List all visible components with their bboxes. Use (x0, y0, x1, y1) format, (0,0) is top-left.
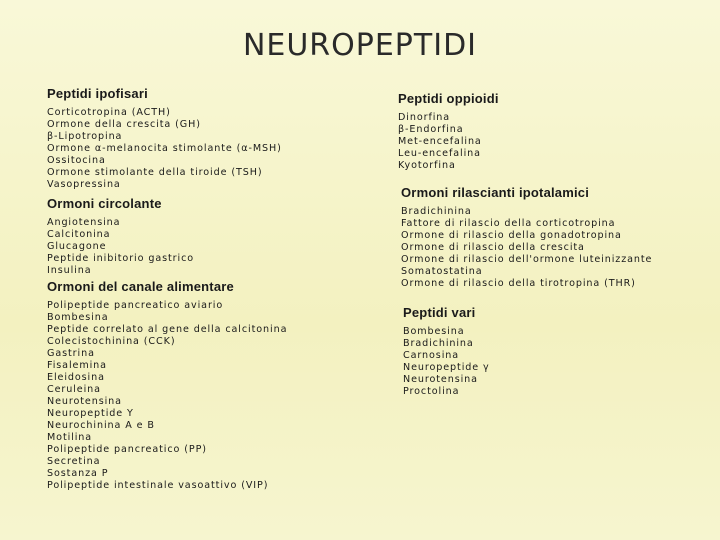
section-heading: Peptidi vari (403, 305, 476, 320)
list-item: Bombesina (47, 312, 109, 323)
section-heading: Peptidi oppioidi (398, 91, 499, 106)
item-list (398, 112, 499, 172)
list-item: β-Lipotropina (47, 131, 123, 142)
list-item: Secretina (47, 456, 101, 467)
list-item: Peptide inibitorio gastrico (47, 253, 195, 264)
list-item: Angiotensina (47, 217, 121, 228)
list-item: Neurochinina A e B (47, 420, 155, 431)
list-item: Ossitocina (47, 155, 106, 166)
list-item: Motilina (47, 432, 93, 443)
section-ormoni-canale-alimentare (47, 279, 287, 492)
list-item: Ormone α-melanocita stimolante (α-MSH) (47, 143, 282, 154)
list-item: Peptide correlato al gene della calcitonina (47, 324, 288, 335)
section-heading: Ormoni circolante (47, 196, 162, 211)
item-list (47, 107, 282, 191)
list-item: Polipeptide pancreatico (PP) (47, 444, 207, 455)
list-item: Eleidosina (47, 372, 105, 383)
section-ormoni-circolante (47, 196, 194, 277)
list-item: Leu-encefalina (398, 148, 481, 159)
section-heading: Peptidi ipofisari (47, 86, 148, 101)
list-item: β-Endorfina (398, 124, 464, 135)
list-item: Sostanza P (47, 468, 109, 479)
list-item: Kyotorfina (398, 160, 456, 171)
list-item: Ormone di rilascio della crescita (401, 242, 585, 253)
list-item: Carnosina (403, 350, 460, 361)
list-item: Neuropeptide γ (403, 362, 490, 373)
list-item: Bradichinina (403, 338, 474, 349)
item-list (47, 300, 287, 492)
list-item: Vasopressina (47, 179, 121, 190)
list-item: Fisalemina (47, 360, 107, 371)
section-peptidi-vari (403, 305, 490, 398)
list-item: Ormone della crescita (GH) (47, 119, 201, 130)
item-list (401, 206, 652, 290)
list-item: Neurotensina (403, 374, 478, 385)
list-item: Ormone stimolante della tiroide (TSH) (47, 167, 263, 178)
list-item: Dinorfina (398, 112, 451, 123)
list-item: Polipeptide pancreatico aviario (47, 300, 224, 311)
list-item: Corticotropina (ACTH) (47, 107, 171, 118)
slide-title: NEUROPEPTIDI (242, 28, 478, 63)
section-peptidi-ipofisari (47, 86, 282, 191)
section-ormoni-rilascianti-ipotalamici (401, 185, 652, 290)
list-item: Fattore di rilascio della corticotropina (401, 218, 616, 229)
list-item: Ormone di rilascio della gonadotropina (401, 230, 622, 241)
list-item: Colecistochinina (CCK) (47, 336, 176, 347)
list-item: Bombesina (403, 326, 465, 337)
list-item: Neuropeptide Y (47, 408, 134, 419)
list-item: Polipeptide intestinale vasoattivo (VIP) (47, 480, 269, 491)
list-item: Insulina (47, 265, 92, 276)
list-item: Calcitonina (47, 229, 111, 240)
item-list (403, 326, 490, 398)
item-list (47, 217, 194, 277)
section-peptidi-oppioidi (398, 91, 499, 172)
list-item: Met-encefalina (398, 136, 482, 147)
section-heading: Ormoni rilascianti ipotalamici (401, 185, 590, 200)
list-item: Bradichinina (401, 206, 472, 217)
list-item: Ormone di rilascio dell'ormone luteinizzante (401, 254, 653, 265)
section-heading: Ormoni del canale alimentare (47, 279, 234, 294)
list-item: Ormone di rilascio della tirotropina (THR) (401, 278, 636, 289)
list-item: Ceruleina (47, 384, 101, 395)
list-item: Somatostatina (401, 266, 483, 277)
list-item: Proctolina (403, 386, 460, 397)
list-item: Gastrina (47, 348, 95, 359)
list-item: Glucagone (47, 241, 107, 252)
list-item: Neurotensina (47, 396, 122, 407)
